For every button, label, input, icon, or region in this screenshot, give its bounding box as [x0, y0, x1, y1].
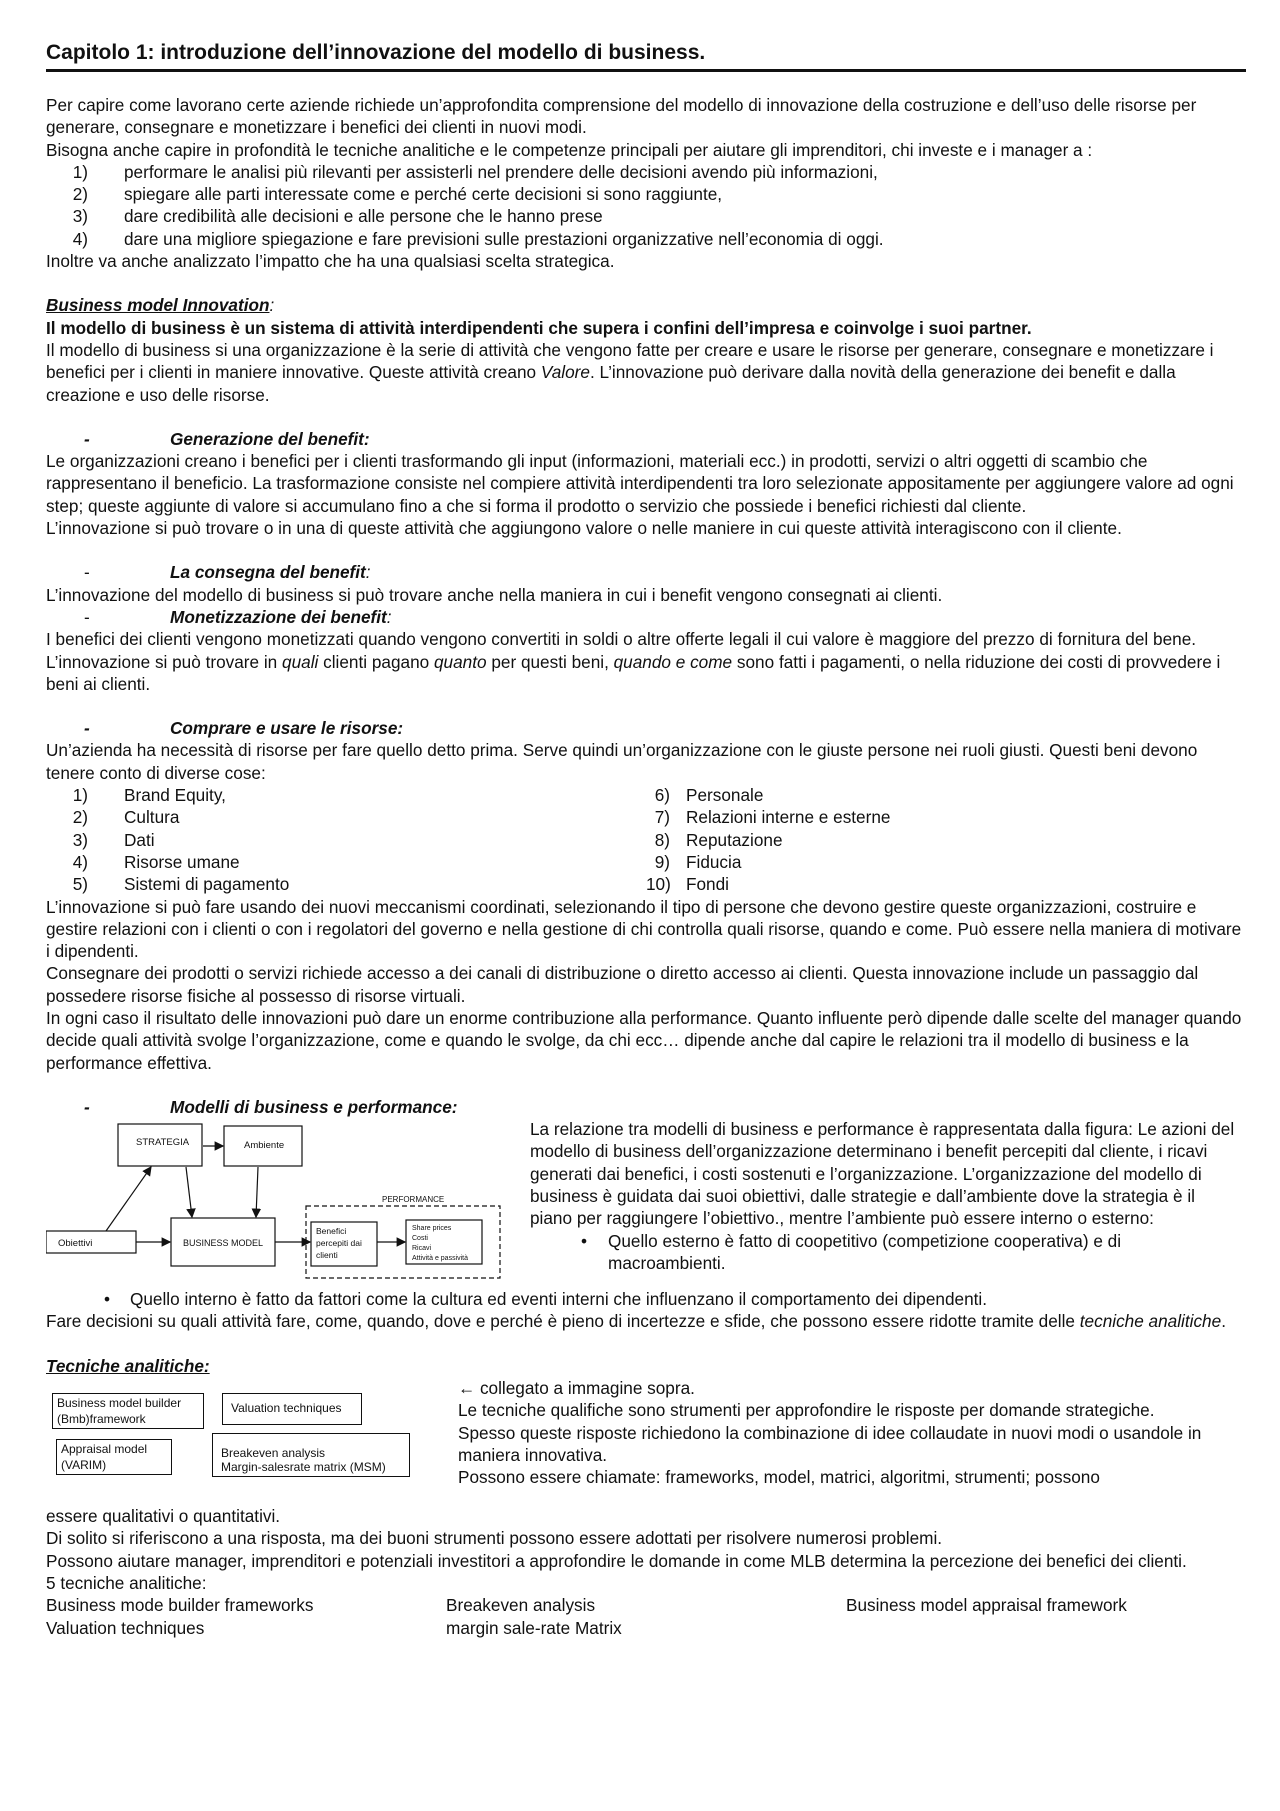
business-model-label: BUSINESS MODEL	[183, 1238, 264, 1249]
gen-paragraph: Le organizzazioni creano i benefici per i clienti trasformando gli input (informazioni, materiali ecc.) in prodotti, servizi o altri oggetti di scambio che rappresentano il beneficio. La trasformazione consiste nel compiere attività interdipendenti tra loro selezionate appositamente per aggiungere valore ad ogni step; queste aggiunte di valore si accumulano fino a che si forma il prodotto o servizio che possiede i benefici richiesti dal cliente.	[46, 451, 1234, 516]
technique-item: margin sale-rate Matrix	[446, 1617, 622, 1638]
resources-list	[46, 784, 1246, 895]
list-item: 1) performare le analisi più rilevanti per assisterli nel prendere delle decisioni avendo più informazioni,	[72, 161, 878, 182]
subsection-heading: - Generazione del benefit:	[84, 428, 370, 449]
mon-paragraph: I benefici dei clienti vengono monetizzati quando vengono convertiti in soldi o altre offerte legali il cui valore è maggiore del prezzo di fornitura del bene. L’innovazione si può trovare in quali clienti pagano quanto per questi beni, quando e come sono fatti i pagamenti, o nella riduzione dei costi di provvedere i beni ai clienti.	[46, 629, 1221, 694]
techniques-grid	[46, 1617, 1246, 1639]
list-item: 5) Sistemi di pagamento	[72, 874, 290, 895]
list-item: 3) Dati	[72, 829, 155, 850]
subsection-heading: - La consegna del benefit:	[84, 562, 371, 583]
modelli-right-text: La relazione tra modelli di business e performance è rappresentata dalla figura: Le azioni del modello di business dell’organizzazione determinano i benefit percepiti dal cliente, i ricavi generati dai benefici, i costi sostenuti e l’organizzazione. L’organizzazione del modello di business è guidata dai suoi obiettivi, dalle strategie e dall’ambiente dove la strategia è il piano per raggiungere l’obiettivo., mentre l’ambiente può essere interno o esterno:	[530, 1119, 1235, 1229]
outcome-label: Ricavi	[412, 1245, 432, 1253]
gen-paragraph: L’innovazione si può trovare o in una di queste attività che aggiungono valore o nelle maniere in cui queste attività interagiscono con il cliente.	[46, 518, 1122, 539]
bmi-definition: Il modello di business è un sistema di attività interdipendenti che supera i confini dell’impresa e coinvolge i suoi partner.	[46, 317, 1032, 338]
intro-paragraph: Inoltre va anche analizzato l’impatto che ha una qualsiasi scelta strategica.	[46, 251, 615, 272]
modelli-paragraph: Fare decisioni su quali attività fare, come, quando, dove e perché è pieno di incertezze e sfide, che possono essere ridotte tramite delle tecniche analitiche.	[46, 1311, 1226, 1332]
list-item: 6) Personale	[654, 785, 764, 806]
document-page	[46, 40, 1246, 1639]
list-item: 7) Relazioni interne e esterne	[654, 807, 891, 828]
tecniche-paragraph: essere qualitativi o quantitativi.	[46, 1506, 281, 1527]
techniques-grid	[46, 1594, 1246, 1616]
tecniche-paragraph: Possono aiutare manager, imprenditori e potenziali investitori a approfondire le domande in come MLB determina la percezione dei benefici dei clienti.	[46, 1550, 1187, 1571]
intro-paragraph: Per capire come lavorano certe aziende richiede un’approfondita comprensione del modello di innovazione della costruzione e dell’uso delle risorse per generare, consegnare e monetizzare i benefici dei clienti in nuovi modi.	[46, 95, 1197, 138]
bmb-box: Business model builder (Bmb)framework	[52, 1393, 204, 1429]
cons-paragraph: L’innovazione del modello di business si può trovare anche nella maniera in cui i benefit vengono consegnati ai clienti.	[46, 584, 943, 605]
section-heading: Tecniche analitiche:	[46, 1355, 210, 1376]
tecniche-right-text: Le tecniche qualifiche sono strumenti per approfondire le risposte per domande strategiche.	[458, 1400, 1155, 1421]
list-item: 4) Risorse umane	[72, 851, 240, 872]
performance-label: PERFORMANCE	[382, 1195, 445, 1205]
ambiente-label: Ambiente	[244, 1140, 285, 1152]
arrow	[186, 1167, 192, 1217]
arrow	[256, 1167, 258, 1217]
subsection-heading: - Comprare e usare le risorse:	[84, 718, 404, 739]
list-item: 2) spiegare alle parti interessate come e perché certe decisioni si sono raggiunte,	[72, 184, 723, 205]
valuation-box: Valuation techniques	[222, 1393, 362, 1425]
list-item: 8) Reputazione	[654, 829, 783, 850]
risorse-paragraph: In ogni caso il risultato delle innovazioni può dare un enorme contribuzione alla performance. Quanto influente però dipende dalle scelte del manager quando decide quali attività svolge l’organizzazione, come e quando le svolge, da chi ecc… dipende anche dal capire le relazioni tra il modello di business e la performance effettiva.	[46, 1007, 1242, 1073]
tecniche-paragraph: Di solito si riferiscono a una risposta, ma dei buoni strumenti possono essere adottati per risolvere numerosi problemi.	[46, 1528, 943, 1549]
subsection-heading: - Monetizzazione dei benefit:	[84, 606, 392, 627]
bullet-item: • Quello esterno è fatto di coopetitivo (competizione cooperativa) e di macroambienti.	[530, 1230, 1240, 1275]
bmi-paragraph: Il modello di business si una organizzazione è la serie di attività che vengono fatte per creare e usare le risorse per generare, consegnare e monetizzare i benefici per i clienti in maniere innovative. Queste attività creano Valore. L’innovazione può derivare dalla novità della generazione dei benefit e dalla creazione e uso delle risorse.	[46, 339, 1214, 405]
risorse-paragraph: Un’azienda ha necessità di risorse per fare quello detto prima. Serve quindi un’organizzazione con le giuste persone nei ruoli giusti. Questi beni devono tenere conto di diverse cose:	[46, 740, 1198, 783]
analytic-techniques-diagram	[46, 1377, 458, 1505]
outcome-label: Share prices	[412, 1225, 452, 1233]
intro-list	[46, 161, 1246, 250]
chapter-title: Capitolo 1: introduzione dell’innovazione del modello di business.	[46, 40, 1246, 72]
tecniche-right-text: Possono essere chiamate: frameworks, model, matrici, algoritmi, strumenti; possono	[458, 1467, 1100, 1488]
benefici-label: clienti	[316, 1250, 338, 1261]
benefici-label: percepiti dai	[316, 1238, 362, 1249]
subsection-heading: - Modelli di business e performance:	[84, 1096, 458, 1117]
technique-item: Valuation techniques	[46, 1617, 205, 1638]
outcome-label: Costi	[412, 1235, 428, 1243]
technique-item: Business model appraisal framework	[846, 1595, 1127, 1616]
list-item: 9) Fiducia	[654, 851, 742, 872]
section-heading: Business model Innovation:	[46, 295, 275, 316]
risorse-paragraph: L’innovazione si può fare usando dei nuovi meccanismi coordinati, selezionando il tipo di persone che devono gestire queste organizzazioni, costruire e gestire relazioni con i clienti o con i regolatori del governo e nella gestione di chi controlla quali risorse, quando e come. Può essere nella maniera di motivare i dipendenti.	[46, 896, 1242, 962]
appraisal-box: Appraisal model (VARIM)	[56, 1439, 172, 1475]
list-item: 10) Fondi	[646, 874, 729, 895]
tecniche-right-text: Spesso queste risposte richiedono la combinazione di idee collaudate in nuovi modi o usandole in maniera innovativa.	[458, 1422, 1202, 1465]
list-item: 4) dare una migliore spiegazione e fare previsioni sulle prestazioni organizzative nell’economia di oggi.	[72, 228, 884, 249]
arrow	[106, 1167, 151, 1231]
list-item: 1) Brand Equity,	[72, 785, 226, 806]
list-item: 2) Cultura	[72, 807, 180, 828]
tecniche-paragraph: 5 tecniche analitiche:	[46, 1572, 207, 1593]
bullet-icon: •	[103, 1289, 111, 1310]
benefici-label: Benefici	[316, 1226, 347, 1237]
technique-item: Breakeven analysis	[446, 1595, 596, 1616]
risorse-paragraph: Consegnare dei prodotti o servizi richiede accesso a dei canali di distribuzione o diretto accesso ai clienti. Questa innovazione include un passaggio dal possedere risorse fisiche al possesso di risorse virtuali.	[46, 963, 1199, 1006]
list-item: 3) dare credibilità alle decisioni e alle persone che le hanno prese	[72, 206, 603, 227]
tecniche-right-text: ← collegato a immagine sopra.	[458, 1378, 695, 1399]
business-model-diagram	[46, 1118, 530, 1288]
obiettivi-label: Obiettivi	[58, 1238, 93, 1250]
bullet-icon: •	[580, 1230, 588, 1251]
technique-item: Business mode builder frameworks	[46, 1595, 314, 1616]
intro-paragraph: Bisogna anche capire in profondità le tecniche analitiche e le competenze principali per aiutare gli imprenditori, chi investe e i manager a :	[46, 139, 1093, 160]
breakeven-box: Breakeven analysis Margin-salesrate matrix (MSM)	[212, 1433, 410, 1477]
business-model-diagram-svg	[46, 1118, 530, 1288]
strategia-label: STRATEGIA	[136, 1137, 190, 1149]
bullet-item: • Quello interno è fatto da fattori come la cultura ed eventi interni che influenzano il comportamento dei dipendenti.	[46, 1288, 1246, 1310]
outcome-label: Attività e passività	[412, 1255, 469, 1263]
